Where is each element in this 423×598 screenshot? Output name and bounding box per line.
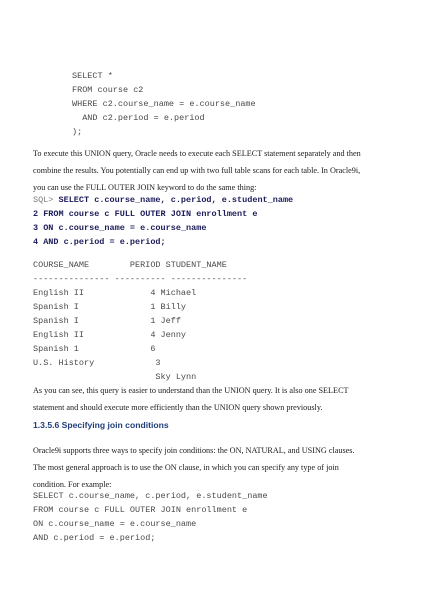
section-heading: 1.3.5.6 Specifying join conditions (33, 420, 169, 430)
result-header: COURSE_NAME PERIOD STUDENT_NAME (33, 260, 227, 270)
sql-line: 4 AND c.period = e.period; (33, 237, 166, 247)
code-line: ); (72, 127, 83, 137)
paragraph-join-conditions (33, 442, 355, 493)
text-line: Oracle9i supports three ways to specify join conditions: the ON, NATURAL, and USING clauses. (33, 446, 355, 455)
result-row: Spanish I 1 Jeff (33, 316, 181, 326)
sql-line (33, 193, 293, 207)
text-line: condition. For example: (33, 480, 112, 489)
code-line: FROM course c2 (72, 85, 144, 95)
result-row: Sky Lynn (33, 372, 197, 382)
result-row: Spanish 1 6 (33, 344, 156, 354)
sql-line-text: SELECT c.course_name, c.period, e.student_name (53, 195, 294, 205)
code-line: ON c.course_name = e.course_name (33, 519, 197, 529)
result-row: Spanish I 1 Billy (33, 302, 187, 312)
text-line: statement and should execute more efficiently than the UNION query shown previously. (33, 403, 323, 412)
text-line: you can use the FULL OUTER JOIN keyword to do the same thing: (33, 183, 257, 192)
code-line: AND c2.period = e.period (72, 113, 205, 123)
sql-line: 2 FROM course c FULL OUTER JOIN enrollment e (33, 209, 258, 219)
code-line: WHERE c2.course_name = e.course_name (72, 99, 256, 109)
code-block-on-clause (33, 489, 268, 545)
text-line: As you can see, this query is easier to understand than the UNION query. It is also one SELECT (33, 386, 349, 395)
sql-block-full-outer-join (33, 193, 293, 249)
code-line: FROM course c FULL OUTER JOIN enrollment e (33, 505, 248, 515)
text-line: combine the results. You potentially can end up with two full table scans for each table. In Oracle9i, (33, 166, 361, 175)
query-result-block (33, 258, 247, 384)
paragraph-union-explanation (33, 145, 361, 196)
text-line: To execute this UNION query, Oracle needs to execute each SELECT statement separately and then (33, 149, 361, 158)
code-block-union-query (72, 69, 256, 139)
code-line: AND c.period = e.period; (33, 533, 156, 543)
paragraph-query-comparison (33, 382, 349, 416)
result-row: English II 4 Jenny (33, 330, 187, 340)
text-line: The most general approach is to use the ON clause, in which you can specify any type of join (33, 463, 339, 472)
code-line: SELECT c.course_name, c.period, e.student_name (33, 491, 268, 501)
sql-line: 3 ON c.course_name = e.course_name (33, 223, 207, 233)
sql-prompt: SQL> (33, 195, 54, 205)
result-divider: --------------- ---------- --------------- (33, 274, 248, 284)
result-row: English II 4 Michael (33, 288, 197, 298)
result-row: U.S. History 3 (33, 358, 161, 368)
code-line: SELECT * (72, 71, 113, 81)
